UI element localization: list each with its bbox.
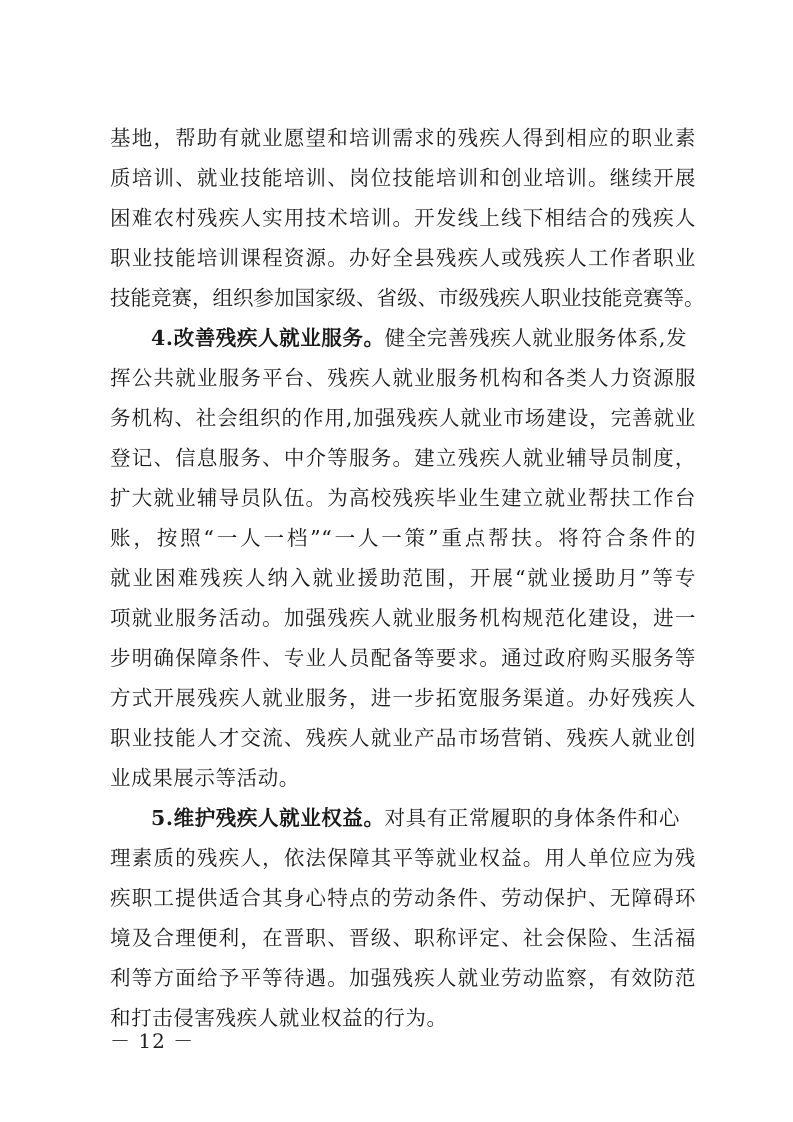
text-line: 困难农村残疾人实用技术培训。开发线上线下相结合的残疾人: [110, 206, 696, 230]
text-line: 登记、信息服务、中介等服务。建立残疾人就业辅导员制度，: [110, 446, 696, 470]
text-segment: 健全完善残疾人就业服务体系,发: [384, 326, 688, 350]
text-line: 和打击侵害残疾人就业权益的行为。: [110, 1006, 448, 1030]
text-line: 职业技能人才交流、残疾人就业产品市场营销、残疾人就业创: [110, 726, 696, 750]
section-heading: 4.改善残疾人就业服务。: [151, 326, 385, 350]
text-line: 疾职工提供适合其身心特点的劳动条件、劳动保护、无障碍环: [110, 886, 696, 910]
text-line: 步明确保障条件、专业人员配备等要求。通过政府购买服务等: [110, 646, 696, 670]
text-line: 质培训、就业技能培训、岗位技能培训和创业培训。继续开展: [110, 166, 696, 190]
text-line: 项就业服务活动。加强残疾人就业服务机构规范化建设，进一: [110, 606, 696, 630]
paragraph-first-line: [110, 798, 696, 838]
section-heading: 5.维护残疾人就业权益。: [151, 806, 385, 830]
text-line: 挥公共就业服务平台、残疾人就业服务机构和各类人力资源服: [110, 366, 696, 390]
page-number: － 12 －: [110, 1029, 195, 1053]
text-segment: 对具有正常履职的身体条件和心: [384, 806, 681, 830]
text-line: 基地，帮助有就业愿望和培训需求的残疾人得到相应的职业素: [110, 126, 696, 150]
text-line: 务机构、社会组织的作用,加强残疾人就业市场建设，完善就业: [110, 406, 696, 430]
paragraph-employment-rights: [110, 798, 696, 1038]
paragraph-continuation: [110, 118, 705, 318]
document-body: [110, 118, 705, 1038]
text-line: 境及合理便利，在晋职、晋级、职称评定、社会保险、生活福: [110, 926, 696, 950]
text-line: 扩大就业辅导员队伍。为高校残疾毕业生建立就业帮扶工作台: [110, 486, 696, 510]
text-line: 利等方面给予平等待遇。加强残疾人就业劳动监察，有效防范: [110, 966, 696, 990]
paragraph-employment-services: [110, 318, 696, 798]
text-line: 业成果展示等活动。: [110, 766, 300, 790]
paragraph-first-line: [110, 318, 696, 358]
text-line: 理素质的残疾人，依法保障其平等就业权益。用人单位应为残: [110, 846, 696, 870]
text-line: 就业困难残疾人纳入就业援助范围，开展“就业援助月”等专: [110, 566, 696, 590]
text-line: 账，按照“一人一档”“一人一策”重点帮扶。将符合条件的: [110, 526, 696, 550]
text-line: 职业技能培训课程资源。办好全县残疾人或残疾人工作者职业: [110, 246, 696, 270]
text-line: 技能竞赛，组织参加国家级、省级、市级残疾人职业技能竞赛等。: [110, 286, 705, 310]
text-line: 方式开展残疾人就业服务，进一步拓宽服务渠道。办好残疾人: [110, 686, 696, 710]
